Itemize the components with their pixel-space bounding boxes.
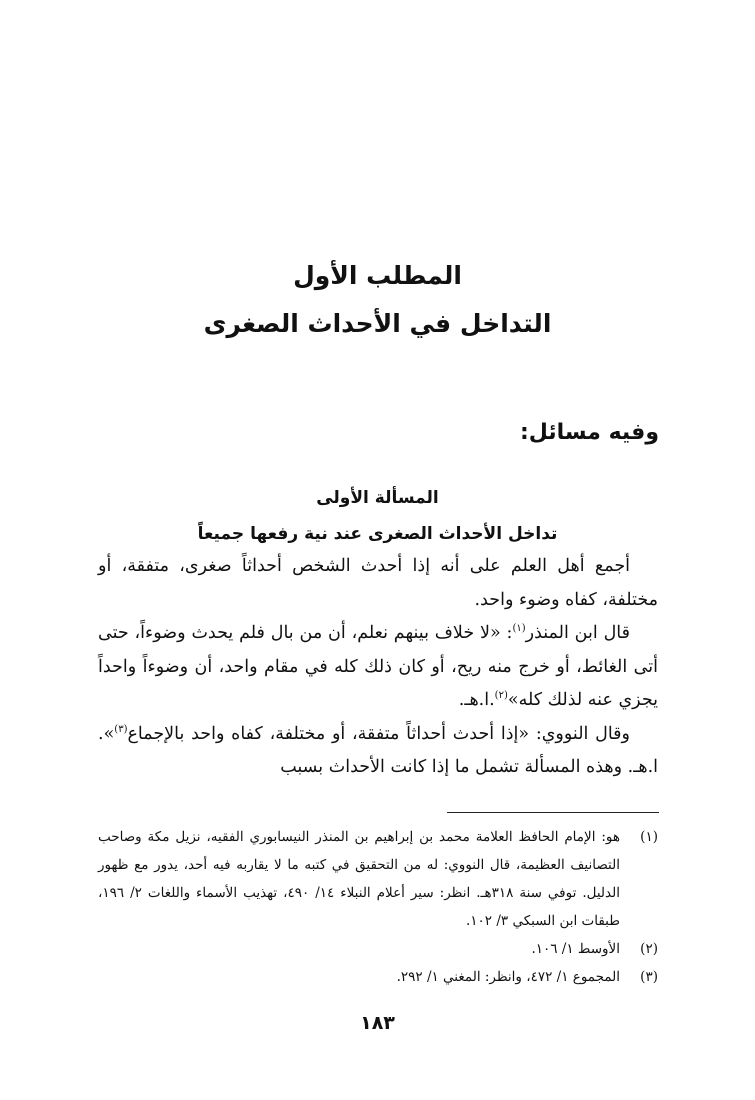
footnote-ref-3[interactable]: (٣) — [114, 723, 128, 735]
paragraph-2-part1: قال ابن المنذر — [525, 623, 630, 643]
footnote-text: هو: الإمام الحافظ العلامة محمد بن إبراهيم بن المنذر النيسابوري الفقيه، نزيل مكة وصاحب التصانيف العظيمة، قال النووي: له من التحقيق في كتبه ما لا يقاربه فيه أحد، يدور مع ظهور الدليل. توفي سنة ٣١٨هـ. انظر: سير أعلام النبلاء ١٤/ ٤٩٠، تهذيب الأسماء واللغات ٢/ ١٩٦، طبقات ابن السبكي ٣/ ١٠٢. — [98, 829, 620, 929]
issue-label: المسألة الأولى — [316, 488, 439, 508]
footnote-number: (٣) — [640, 969, 658, 985]
footnote-3 — [98, 963, 658, 991]
footnote-ref-1[interactable]: (١) — [512, 623, 526, 635]
paragraph-1: أجمع أهل العلم على أنه إذا أحدث الشخص أحداثاً صغرى، متفقة، أو مختلفة، كفاه وضوء واحد. — [98, 556, 658, 610]
footnote-separator — [447, 812, 659, 813]
chapter-title — [0, 252, 755, 348]
chapter-title-line2: التداخل في الأحداث الصغرى — [203, 309, 552, 338]
footnotes — [98, 823, 658, 991]
paragraph-3-part2: ». ا.هـ. وهذه المسألة تشمل ما إذا كانت الأحداث بسبب — [98, 723, 658, 777]
body-text — [98, 550, 658, 785]
footnote-text: الأوسط ١/ ١٠٦. — [531, 941, 620, 957]
paragraph-2-part2: : «لا خلاف بينهم نعلم، أن من بال فلم يحدث وضوءاً، حتى أتى الغائط، أو خرج منه ريح، أو كان ذلك كله في مقام واحد، أن وضوءاً واحداً يجزي عنه لذلك كله» — [98, 623, 658, 710]
paragraph-2 — [98, 617, 658, 718]
section-intro: وفيه مسائل: — [519, 420, 659, 445]
page-number: ١٨٣ — [360, 1012, 395, 1034]
footnote-number: (١) — [640, 829, 658, 845]
issue-title: تداخل الأحداث الصغرى عند نية رفعها جميعاً — [197, 524, 558, 544]
paragraph-3 — [98, 718, 658, 785]
issue-heading — [0, 480, 755, 552]
footnote-text: المجموع ١/ ٤٧٢، وانظر: المغني ١/ ٢٩٢. — [396, 969, 620, 985]
footnote-2 — [98, 935, 658, 963]
paragraph-2-part3: .ا.هـ. — [458, 690, 495, 710]
chapter-title-line1: المطلب الأول — [293, 261, 462, 290]
footnote-1 — [98, 823, 658, 935]
footnote-number: (٢) — [640, 941, 658, 957]
paragraph-3-part1: وقال النووي: «إذا أحدث أحداثاً متفقة، أو مختلفة، كفاه واحد بالإجماع — [127, 723, 630, 744]
footnote-ref-2[interactable]: (٢) — [494, 690, 508, 702]
